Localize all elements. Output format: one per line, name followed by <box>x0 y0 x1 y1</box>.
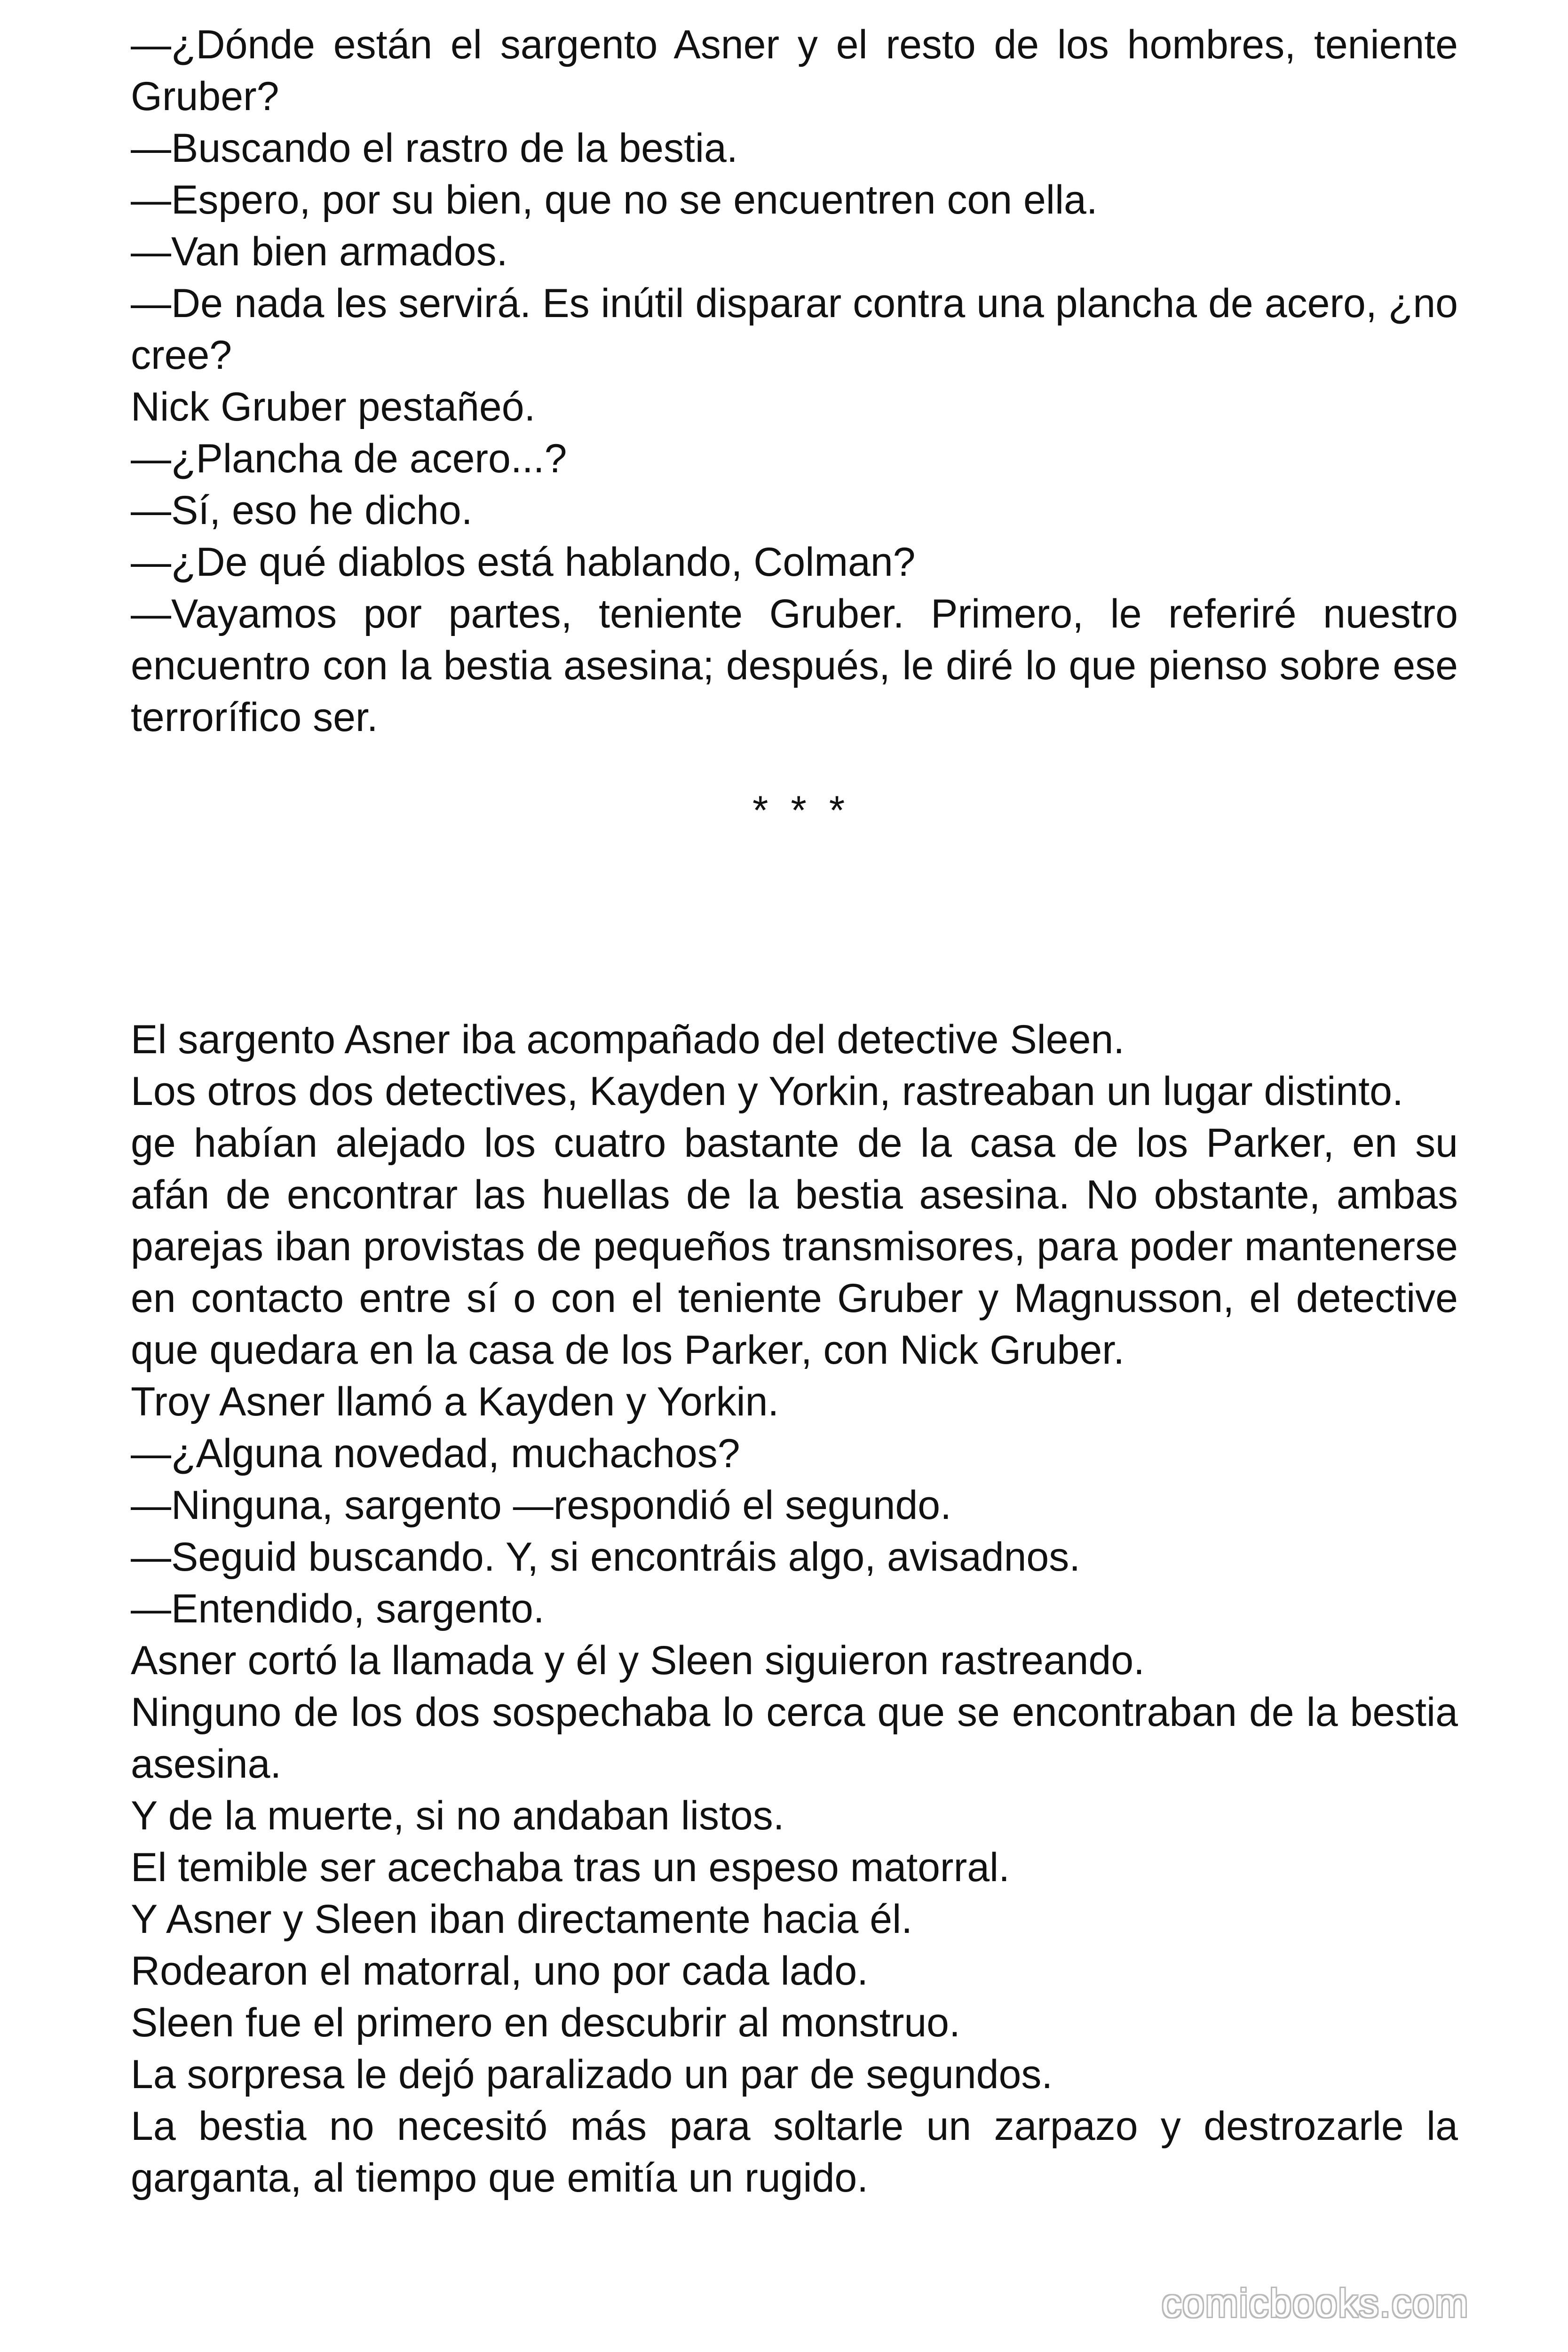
paragraph: El sargento Asner iba acompañado del detective Sleen. <box>131 1017 1125 1062</box>
paragraph: Ninguno de los dos sospechaba lo cerca que se encontraban de la bestia asesina. <box>131 1690 1458 1787</box>
paragraph: —¿Dónde están el sargento Asner y el resto de los hombres, teniente Gruber? <box>131 22 1458 119</box>
paragraph: La bestia no necesitó más para soltarle un zarpazo y destrozarle la garganta, al tiempo que emitía un rugido. <box>131 2104 1458 2201</box>
paragraph: Nick Gruber pestañeó. <box>131 384 536 429</box>
paragraph: —¿Plancha de acero...? <box>131 436 567 481</box>
paragraph: —Van bien armados. <box>131 229 508 274</box>
scene-separator: * * * <box>752 788 851 833</box>
paragraph: Rodearon el matorral, uno por cada lado. <box>131 1948 869 1994</box>
paragraph: Y de la muerte, si no andaban listos. <box>131 1793 784 1838</box>
paragraph: —Ninguna, sargento —respondió el segundo. <box>131 1483 952 1528</box>
paragraph: Los otros dos detectives, Kayden y Yorkin, rastreaban un lugar distinto. <box>131 1069 1403 1114</box>
paragraph: Sleen fue el primero en descubrir al monstruo. <box>131 2000 960 2045</box>
paragraph: —Vayamos por partes, teniente Gruber. Primero, le referiré nuestro encuentro con la bestia asesina; después, le diré lo que pienso sobre ese terrorífico ser. <box>131 591 1458 740</box>
watermark: comicbooks.com <box>1162 2281 1469 2325</box>
paragraph: —Entendido, sargento. <box>131 1586 545 1631</box>
paragraph: ge habían alejado los cuatro bastante de la casa de los Parker, en su afán de encontrar las huellas de la bestia asesina. No obstante, ambas parejas iban provistas de pequeños transmisores, para poder mantenerse en contacto entre sí o con el teniente Gruber y Magnusson, el detective que quedara en la casa de los Parker, con Nick Gruber. <box>131 1120 1458 1373</box>
paragraph: —¿Alguna novedad, muchachos? <box>131 1431 740 1476</box>
paragraph: Troy Asner llamó a Kayden y Yorkin. <box>131 1379 779 1424</box>
paragraph: —Sí, eso he dicho. <box>131 488 473 533</box>
paragraph: —Espero, por su bien, que no se encuentren con ella. <box>131 177 1098 222</box>
paragraph: —¿De qué diablos está hablando, Colman? <box>131 540 916 585</box>
paragraph: —De nada les servirá. Es inútil disparar contra una plancha de acero, ¿no cree? <box>131 281 1458 378</box>
text-block-bottom <box>131 1014 1458 2204</box>
paragraph: Asner cortó la llamada y él y Sleen siguieron rastreando. <box>131 1638 1145 1683</box>
paragraph: La sorpresa le dejó paralizado un par de segundos. <box>131 2052 1053 2097</box>
paragraph: Y Asner y Sleen iban directamente hacia él. <box>131 1897 913 1942</box>
text-block-top <box>131 19 1458 743</box>
paragraph: —Seguid buscando. Y, si encontráis algo, avisadnos. <box>131 1534 1081 1580</box>
paragraph: —Buscando el rastro de la bestia. <box>131 126 738 171</box>
paragraph: El temible ser acechaba tras un espeso matorral. <box>131 1845 1010 1890</box>
